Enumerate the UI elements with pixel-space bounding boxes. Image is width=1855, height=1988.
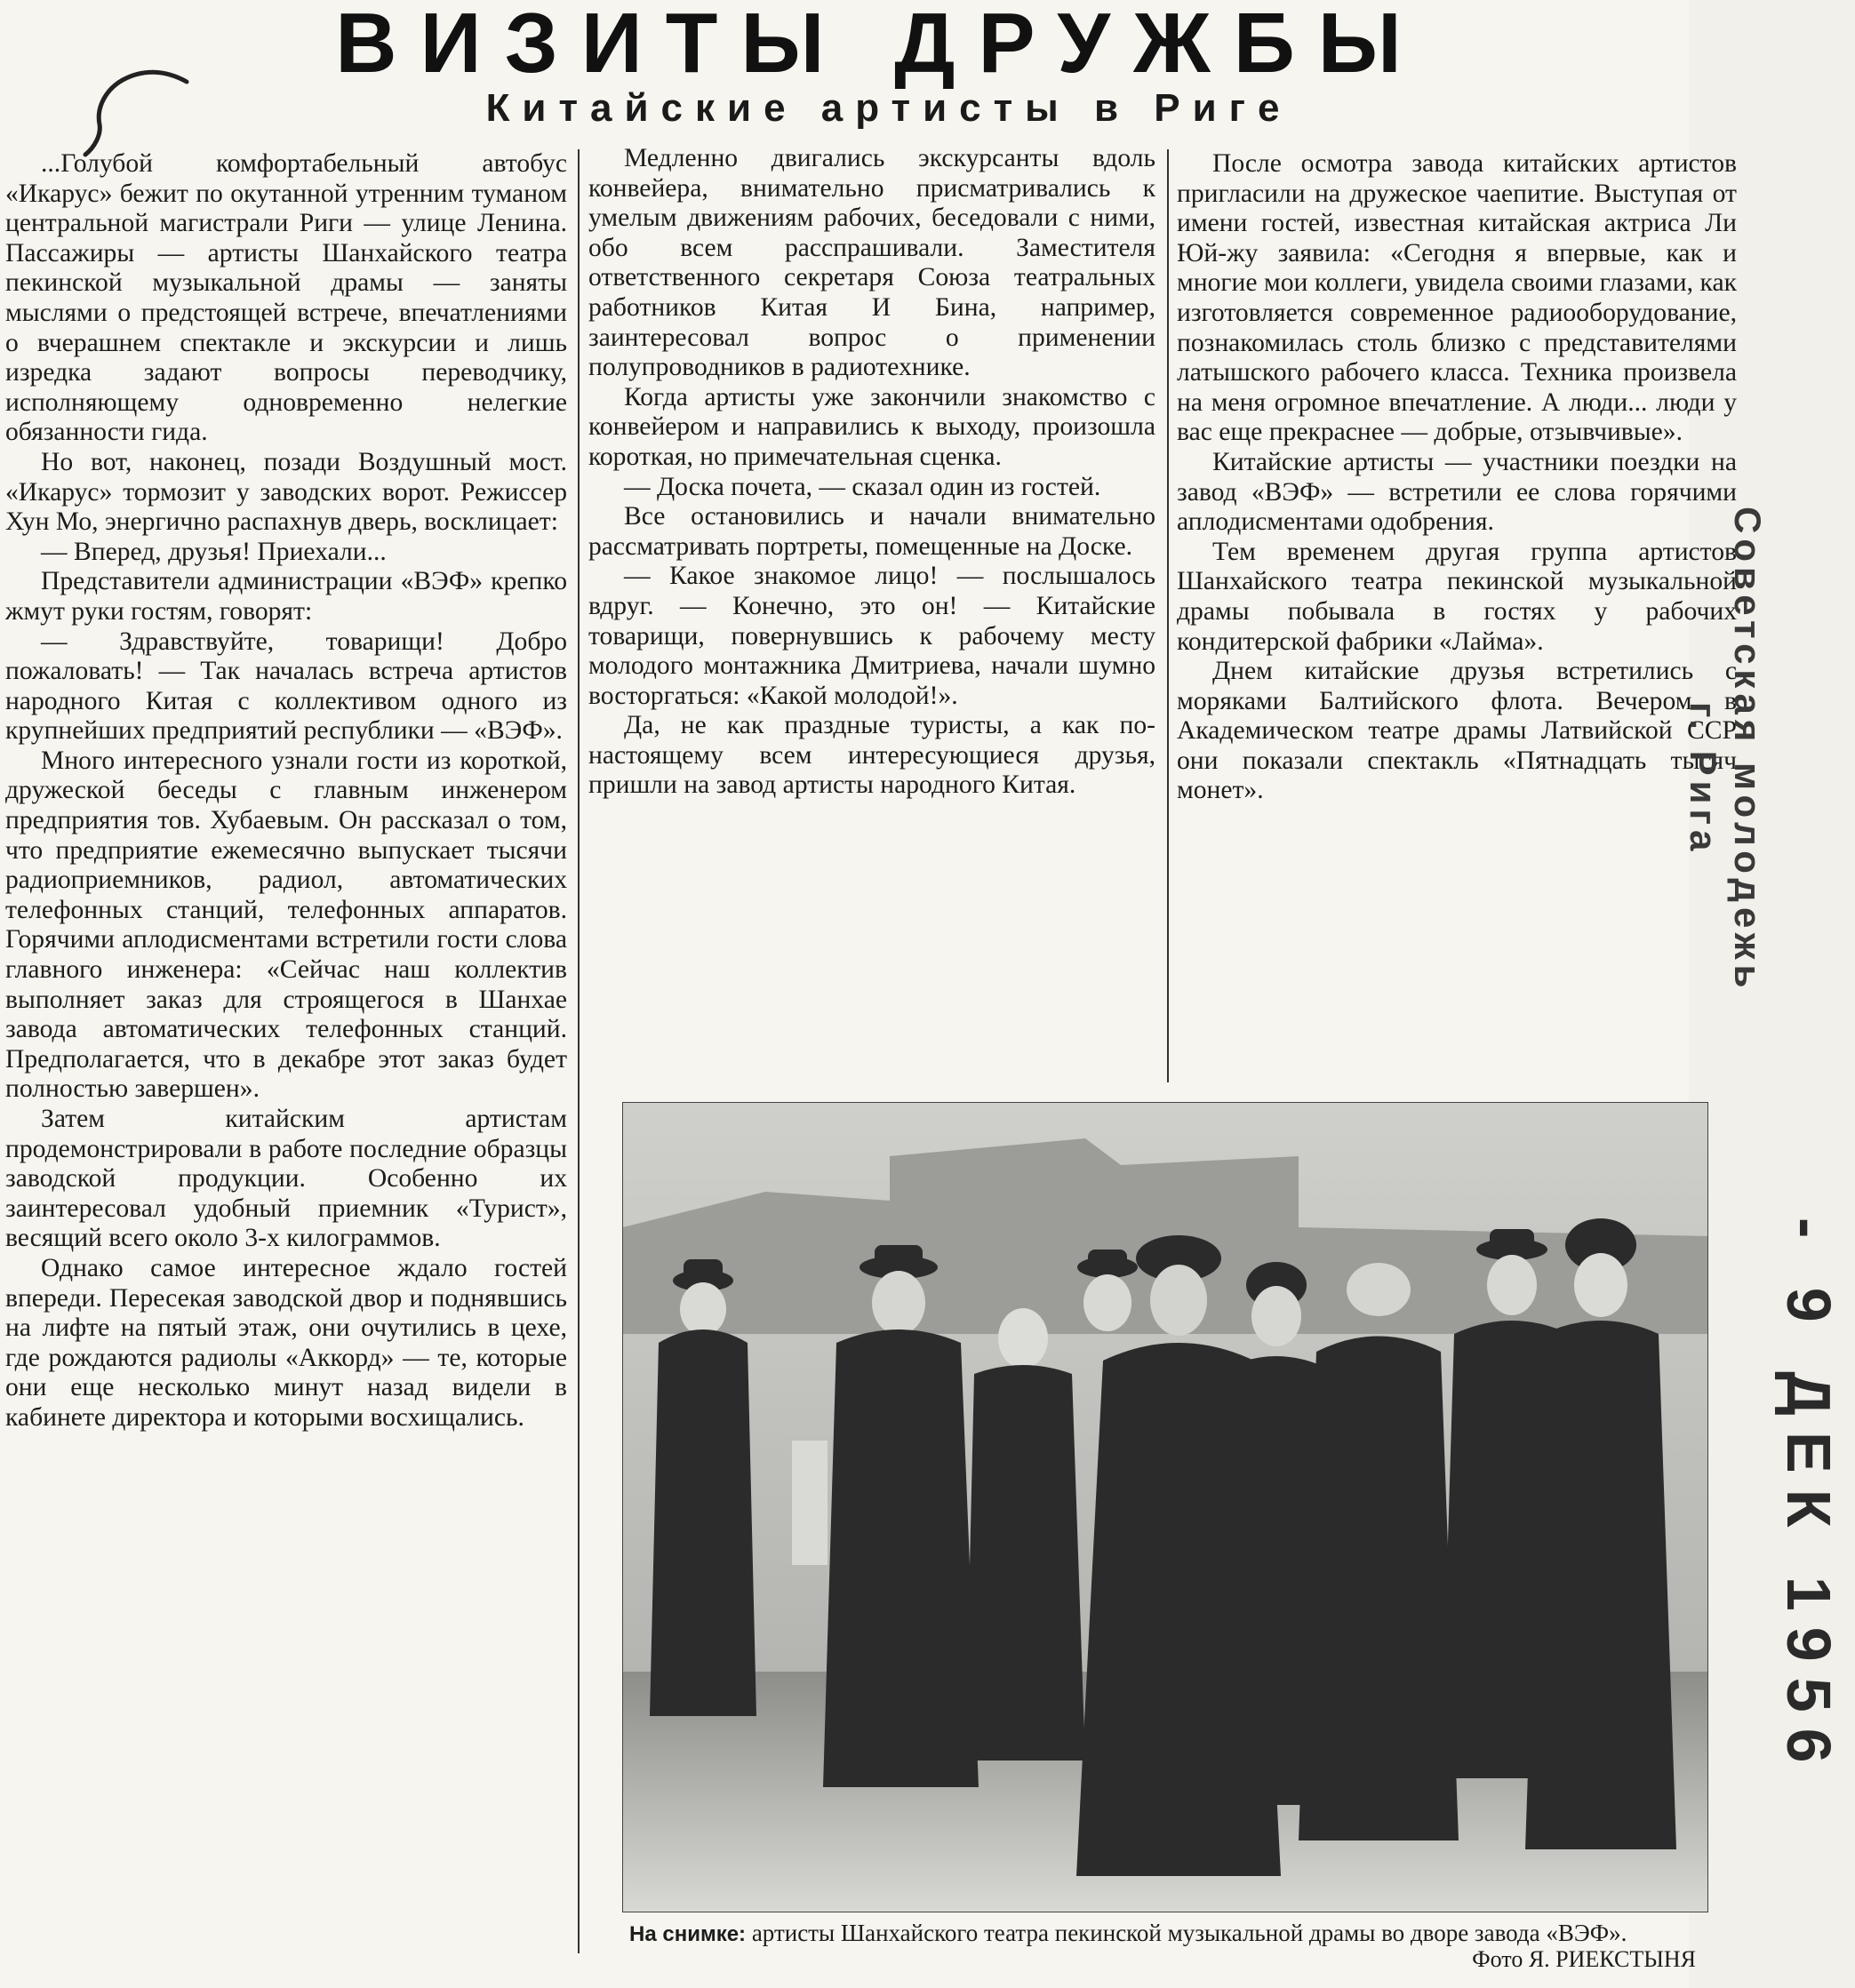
caption-text: артисты Шанхайского театра пекинской музыкальной драмы во дворе завода «ВЭФ». — [751, 1920, 1627, 1946]
stamp-publication: Советская молодежь — [1727, 507, 1769, 994]
paragraph: Однако самое интересное ждало гостей впереди. Пересекая заводской двор и поднявшись на лифте на пятый этаж, они очутились в цехе, где рождаются радиолы «Аккорд» — те, которые они еще несколько минут назад видели в кабинете директора и которыми восхищались. — [5, 1253, 567, 1432]
paragraph: Китайские артисты — участники поездки на завод «ВЭФ» — встретили ее слова горячими аплодисментами одобрения. — [1177, 447, 1737, 537]
paragraph: Затем китайским артистам продемонстрировали в работе последние образцы заводской продукции. Особенно их заинтересовал удобный приемник «Турист», весящий всего около 3-х килограммов. — [5, 1105, 567, 1253]
paragraph: — Какое знакомое лицо! — послышалось вдруг. — Конечно, это он! — Китайские товарищи, повернувшись к рабочему месту молодого монтажника Дмитриева, начали шумно восторгаться: «Какой молодой!». — [588, 562, 1155, 710]
pen-mark-icon — [80, 62, 196, 160]
paragraph: Много интересного узнали гости из короткой, дружеской беседы с главным инженером предприятия тов. Хубаевым. Он рассказал о том, что предприятие ежемесячно выпускает тысячи радиоприемников, радиол, автоматических телефонных станций, телефонных аппаратов. Горячими аплодисментами встретили гости слова главного инженера: «Сейчас наш коллектив выполняет заказ для строящегося в Шанхае завода автоматических телефонных станций. Предполагается, что в декабре этот заказ будет полностью завершен». — [5, 746, 567, 1104]
paragraph: Тем временем другая группа артистов Шанхайского театра пекинской музыкальной драмы побывала в гостях у рабочих кондитерской фабрики «Лайма». — [1177, 537, 1737, 656]
group-photo — [622, 1102, 1708, 1912]
stamp-city: г. Рига — [1683, 702, 1724, 857]
paragraph: Представители администрации «ВЭФ» крепко жмут руки гостям, говорят: — [5, 567, 567, 626]
paragraph: Когда артисты уже закончили знакомство с конвейером и направились к выходу, произошла короткая, но примечательная сценка. — [588, 382, 1155, 471]
column-rule — [1167, 149, 1169, 1082]
paragraph: Днем китайские друзья встретились с моряками Балтийского флота. Вечером в Академическом театре драмы Латвийской ССР они показали спектакль «Пятнадцать тысяч монет». — [1177, 657, 1737, 805]
article-column-1 — [5, 149, 567, 1433]
publication-stamp — [1682, 507, 1769, 993]
paragraph: ...Голубой комфортабельный автобус «Икарус» бежит по окутанной утренним туманом центральной магистрали Риги — улице Ленина. Пассажиры — артисты Шанхайского театра пекинской музыкальной драмы — заняты мыслями о предстоящей встрече, впечатлениями о вчерашнем спектакле и экскурсии и лишь изредка задают вопросы переводчику, исполняющему одновременно нелегкие обязанности гида. — [5, 149, 567, 447]
stamp-date: - 9 ДЕК 1956 — [1774, 1218, 1843, 1779]
paragraph: Все остановились и начали внимательно рассматривать портреты, помещенные на Доске. — [588, 502, 1155, 561]
paragraph: Но вот, наконец, позади Воздушный мост. «Икарус» тормозит у заводских ворот. Режиссер Хун Мо, энергично распахнув дверь, восклицает: — [5, 447, 567, 537]
headline: ВИЗИТЫ ДРУЖБЫ — [335, 0, 1425, 91]
paragraph: Да, не как праздные туристы, а как по-настоящему всем интересующиеся друзья, пришли на завод артисты народного Китая. — [588, 711, 1155, 800]
photo-caption — [629, 1920, 1696, 1972]
paragraph: После осмотра завода китайских артистов пригласили на дружеское чаепитие. Выступая от имени гостей, известная китайская актриса Ли Юй-жу заявила: «Сегодня я впервые, как и многие мои коллеги, увидела своими глазами, как изготовляется современное радиооборудование, познакомилась столь близко с представителями латышского рабочего класса. Техника произвела на меня огромное впечатление. А люди... люди у вас еще прекраснее — добрые, отзывчивые». — [1177, 149, 1737, 447]
paragraph: Медленно двигались экскурсанты вдоль конвейера, внимательно присматривались к умелым движениям рабочих, беседовали с ними, обо всем расспрашивали. Заместителя ответственного секретаря Союза театральных работников Китая И Бина, например, заинтересовал вопрос о применении полупроводников в радиотехнике. — [588, 144, 1155, 382]
paragraph: — Здравствуйте, товарищи! Добро пожаловать! — Так началась встреча артистов народного Китая с коллективом одного из крупнейших предприятий республики — «ВЭФ». — [5, 627, 567, 746]
paragraph: — Вперед, друзья! Приехали... — [41, 537, 387, 566]
paragraph: — Доска почета, — сказал один из гостей. — [624, 472, 1101, 501]
photo-credit: Фото Я. РИЕКСТЫНЯ — [1472, 1946, 1696, 1972]
subheadline: Китайские артисты в Риге — [485, 86, 1292, 130]
column-rule — [578, 149, 580, 1953]
article-column-2 — [588, 144, 1155, 801]
caption-lead: На снимке: — [629, 1922, 747, 1946]
article-column-3 — [1177, 149, 1737, 806]
